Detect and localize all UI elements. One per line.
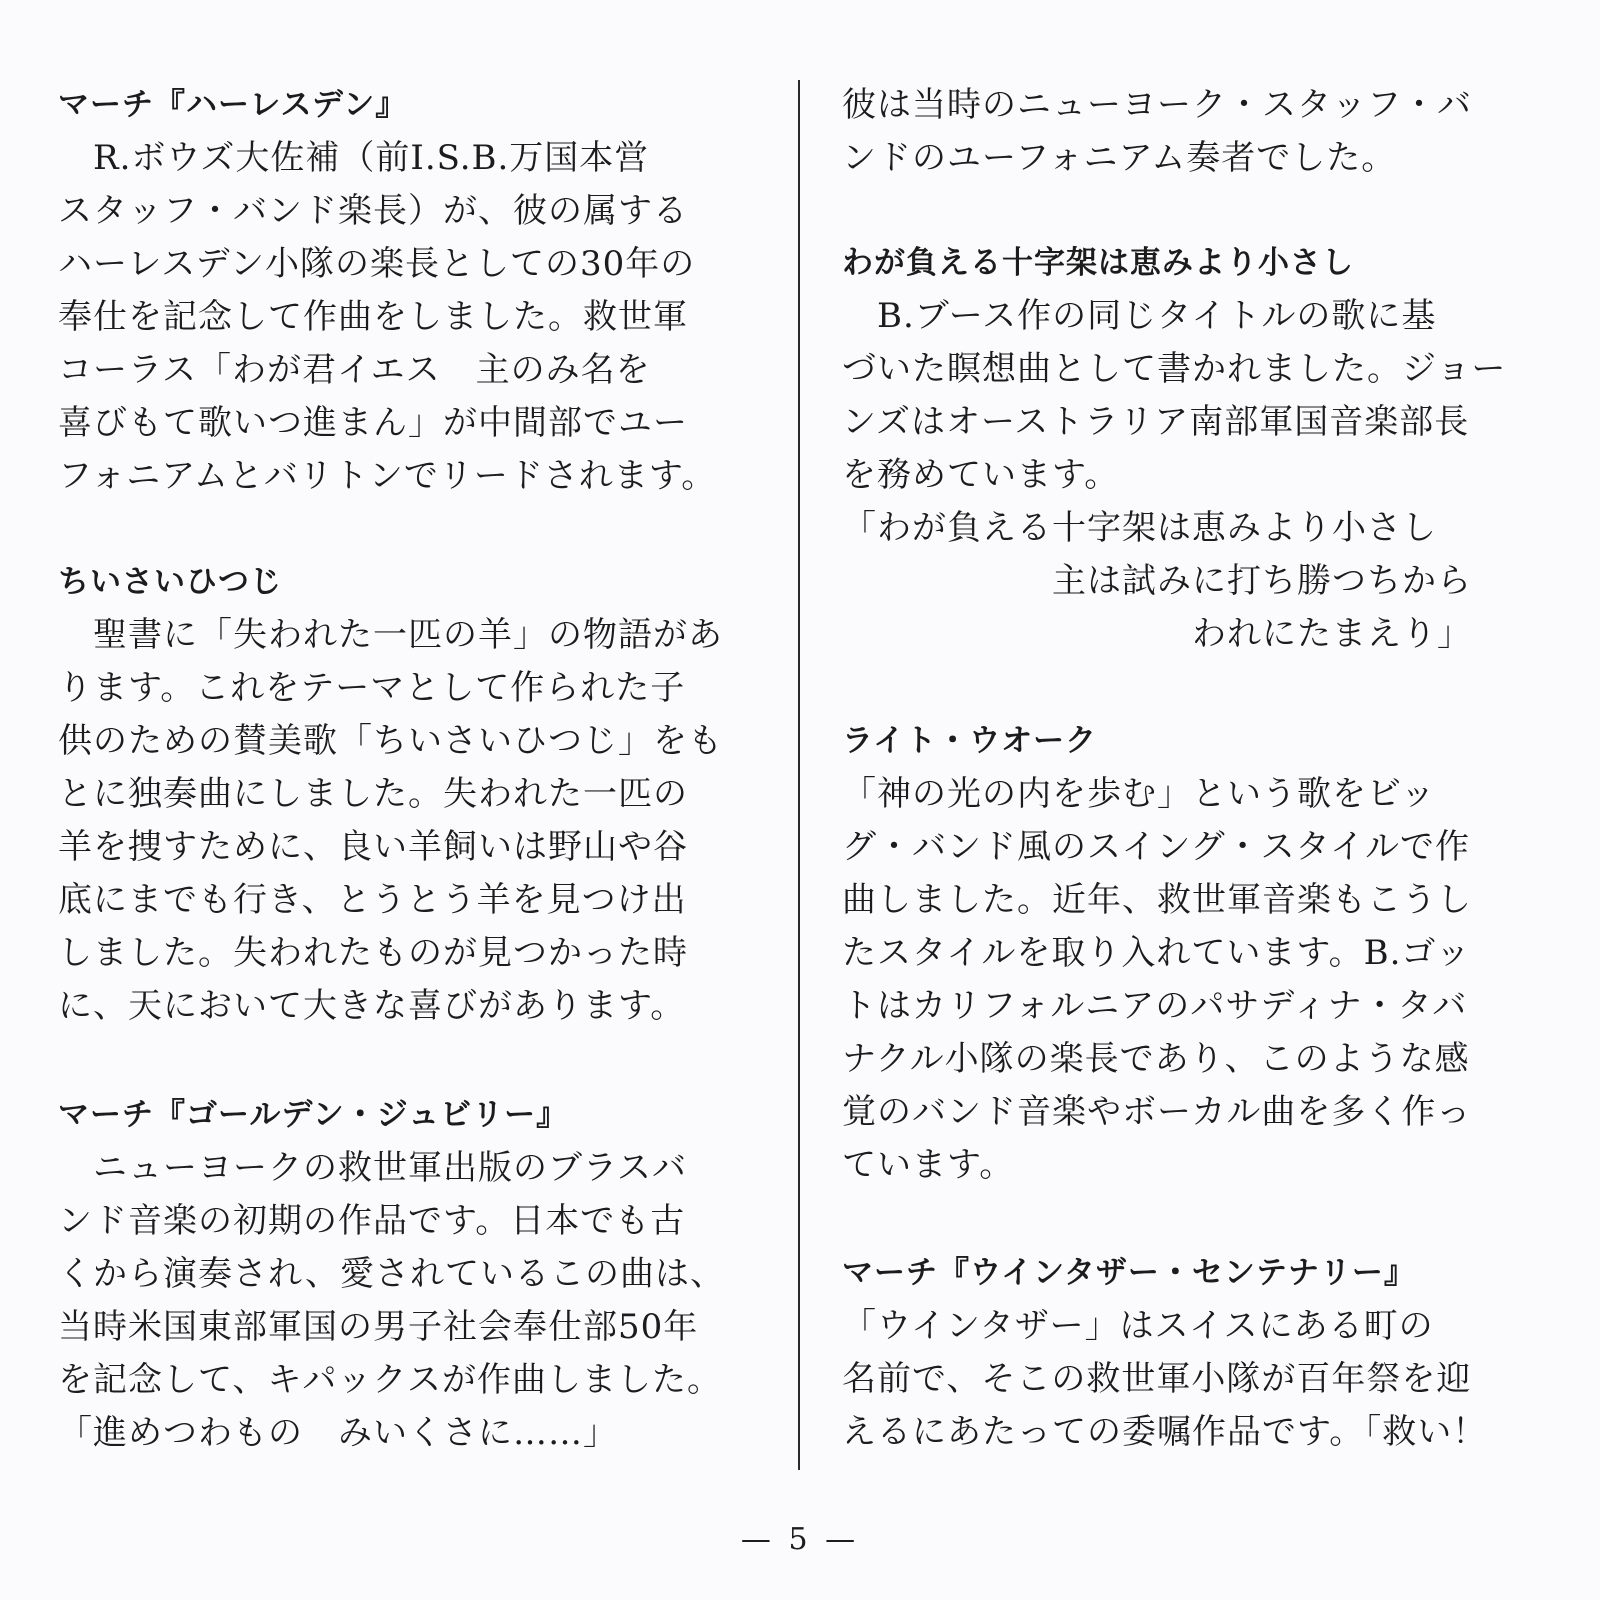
- text-line: ハーレスデン小隊の楽長としての30年の: [58, 244, 696, 284]
- text-line: 覚のバンド音楽やボーカル曲を多く作っ: [842, 1092, 1472, 1132]
- text-line: 主は試みに打ち勝つちから: [842, 561, 1472, 601]
- text-line: ナクル小隊の楽長であり、このような感: [842, 1039, 1470, 1079]
- text-line: 名前で、そこの救世軍小隊が百年祭を迎: [842, 1359, 1472, 1399]
- section-heading-golden-jubilee: マーチ『ゴールデン・ジュビリー』: [58, 1097, 569, 1133]
- text-line: 曲しました。近年、救世軍音楽もこうし: [842, 880, 1472, 920]
- text-line: B.ブース作の同じタイトルの歌に基: [842, 296, 1437, 336]
- text-line: フォニアムとバリトンでリードされます。: [58, 456, 717, 496]
- text-line: 底にまでも行き、とうとう羊を見つけ出: [58, 880, 687, 920]
- text-line: ています。: [842, 1145, 1015, 1185]
- text-line: R.ボウズ大佐補（前I.S.B.万国本営: [58, 138, 650, 178]
- text-line: に、天において大きな喜びがあります。: [58, 986, 686, 1026]
- text-line: しました。失われたものが見つかった時: [58, 933, 688, 973]
- text-line: 羊を捜すために、良い羊飼いは野山や谷: [58, 827, 688, 867]
- text-line: 聖書に「失われた一匹の羊」の物語があ: [58, 615, 723, 655]
- text-line: 彼は当時のニューヨーク・スタッフ・バ: [842, 85, 1472, 125]
- text-line: われにたまえり」: [842, 614, 1472, 654]
- section-heading-little-lamb: ちいさいひつじ: [58, 564, 282, 600]
- text-line: 「進めつわもの みいくさに……」: [58, 1413, 618, 1453]
- text-line: を記念して、キパックスが作曲しました。: [58, 1360, 722, 1400]
- text-line: ンズはオーストラリア南部軍国音楽部長: [842, 402, 1470, 442]
- text-line: えるにあたっての委嘱作品です。「救い！: [842, 1412, 1488, 1452]
- text-line: 喜びもて歌いつ進まん」が中間部でユー: [58, 403, 688, 443]
- text-line: を務めています。: [842, 455, 1120, 495]
- text-line: トはカリフォルニアのパサディナ・タバ: [842, 986, 1468, 1026]
- text-line: とに独奏曲にしました。失われた一匹の: [58, 774, 688, 814]
- text-line: グ・バンド風のスイング・スタイルで作: [842, 827, 1470, 867]
- text-line: 供のための賛美歌「ちいさいひつじ」をも: [58, 721, 723, 761]
- section-heading-centenary: マーチ『ウインタザー・センテナリー』: [842, 1255, 1416, 1291]
- text-line: 奉仕を記念して作曲をしました。救世軍: [58, 297, 688, 337]
- text-line: ります。これをテーマとして作られた子: [58, 668, 686, 708]
- text-line: 当時米国東部軍国の男子社会奉仕部50年: [58, 1307, 699, 1347]
- section-heading-light-walk: ライト・ウオーク: [842, 723, 1098, 759]
- text-line: スタッフ・バンド楽長）が、彼の属する: [58, 191, 688, 231]
- text-line: 「わが負える十字架は恵みより小さし: [842, 508, 1437, 548]
- section-heading-cross: わが負える十字架は恵みより小さし: [842, 245, 1354, 281]
- page-number: — 5 —: [740, 1522, 860, 1557]
- text-line: たスタイルを取り入れています。B.ゴッ: [842, 933, 1471, 973]
- text-line: 「ウインタザー」はスイスにある町の: [842, 1306, 1434, 1346]
- section-heading-harlesden: マーチ『ハーレスデン』: [58, 87, 408, 123]
- text-line: 「神の光の内を歩む」という歌をビッ: [842, 774, 1436, 814]
- text-line: くから演奏され、愛されているこの曲は、: [58, 1254, 726, 1294]
- text-line: ニューヨークの救世軍出版のブラスバ: [58, 1148, 687, 1188]
- text-line: ンドのユーフォニアム奏者でした。: [842, 138, 1397, 178]
- column-divider: [798, 80, 800, 1470]
- text-line: づいた瞑想曲として書かれました。ジョー: [842, 349, 1507, 389]
- text-line: コーラス「わが君イエス 主のみ名を: [58, 350, 651, 390]
- text-line: ンド音楽の初期の作品です。日本でも古: [58, 1201, 686, 1241]
